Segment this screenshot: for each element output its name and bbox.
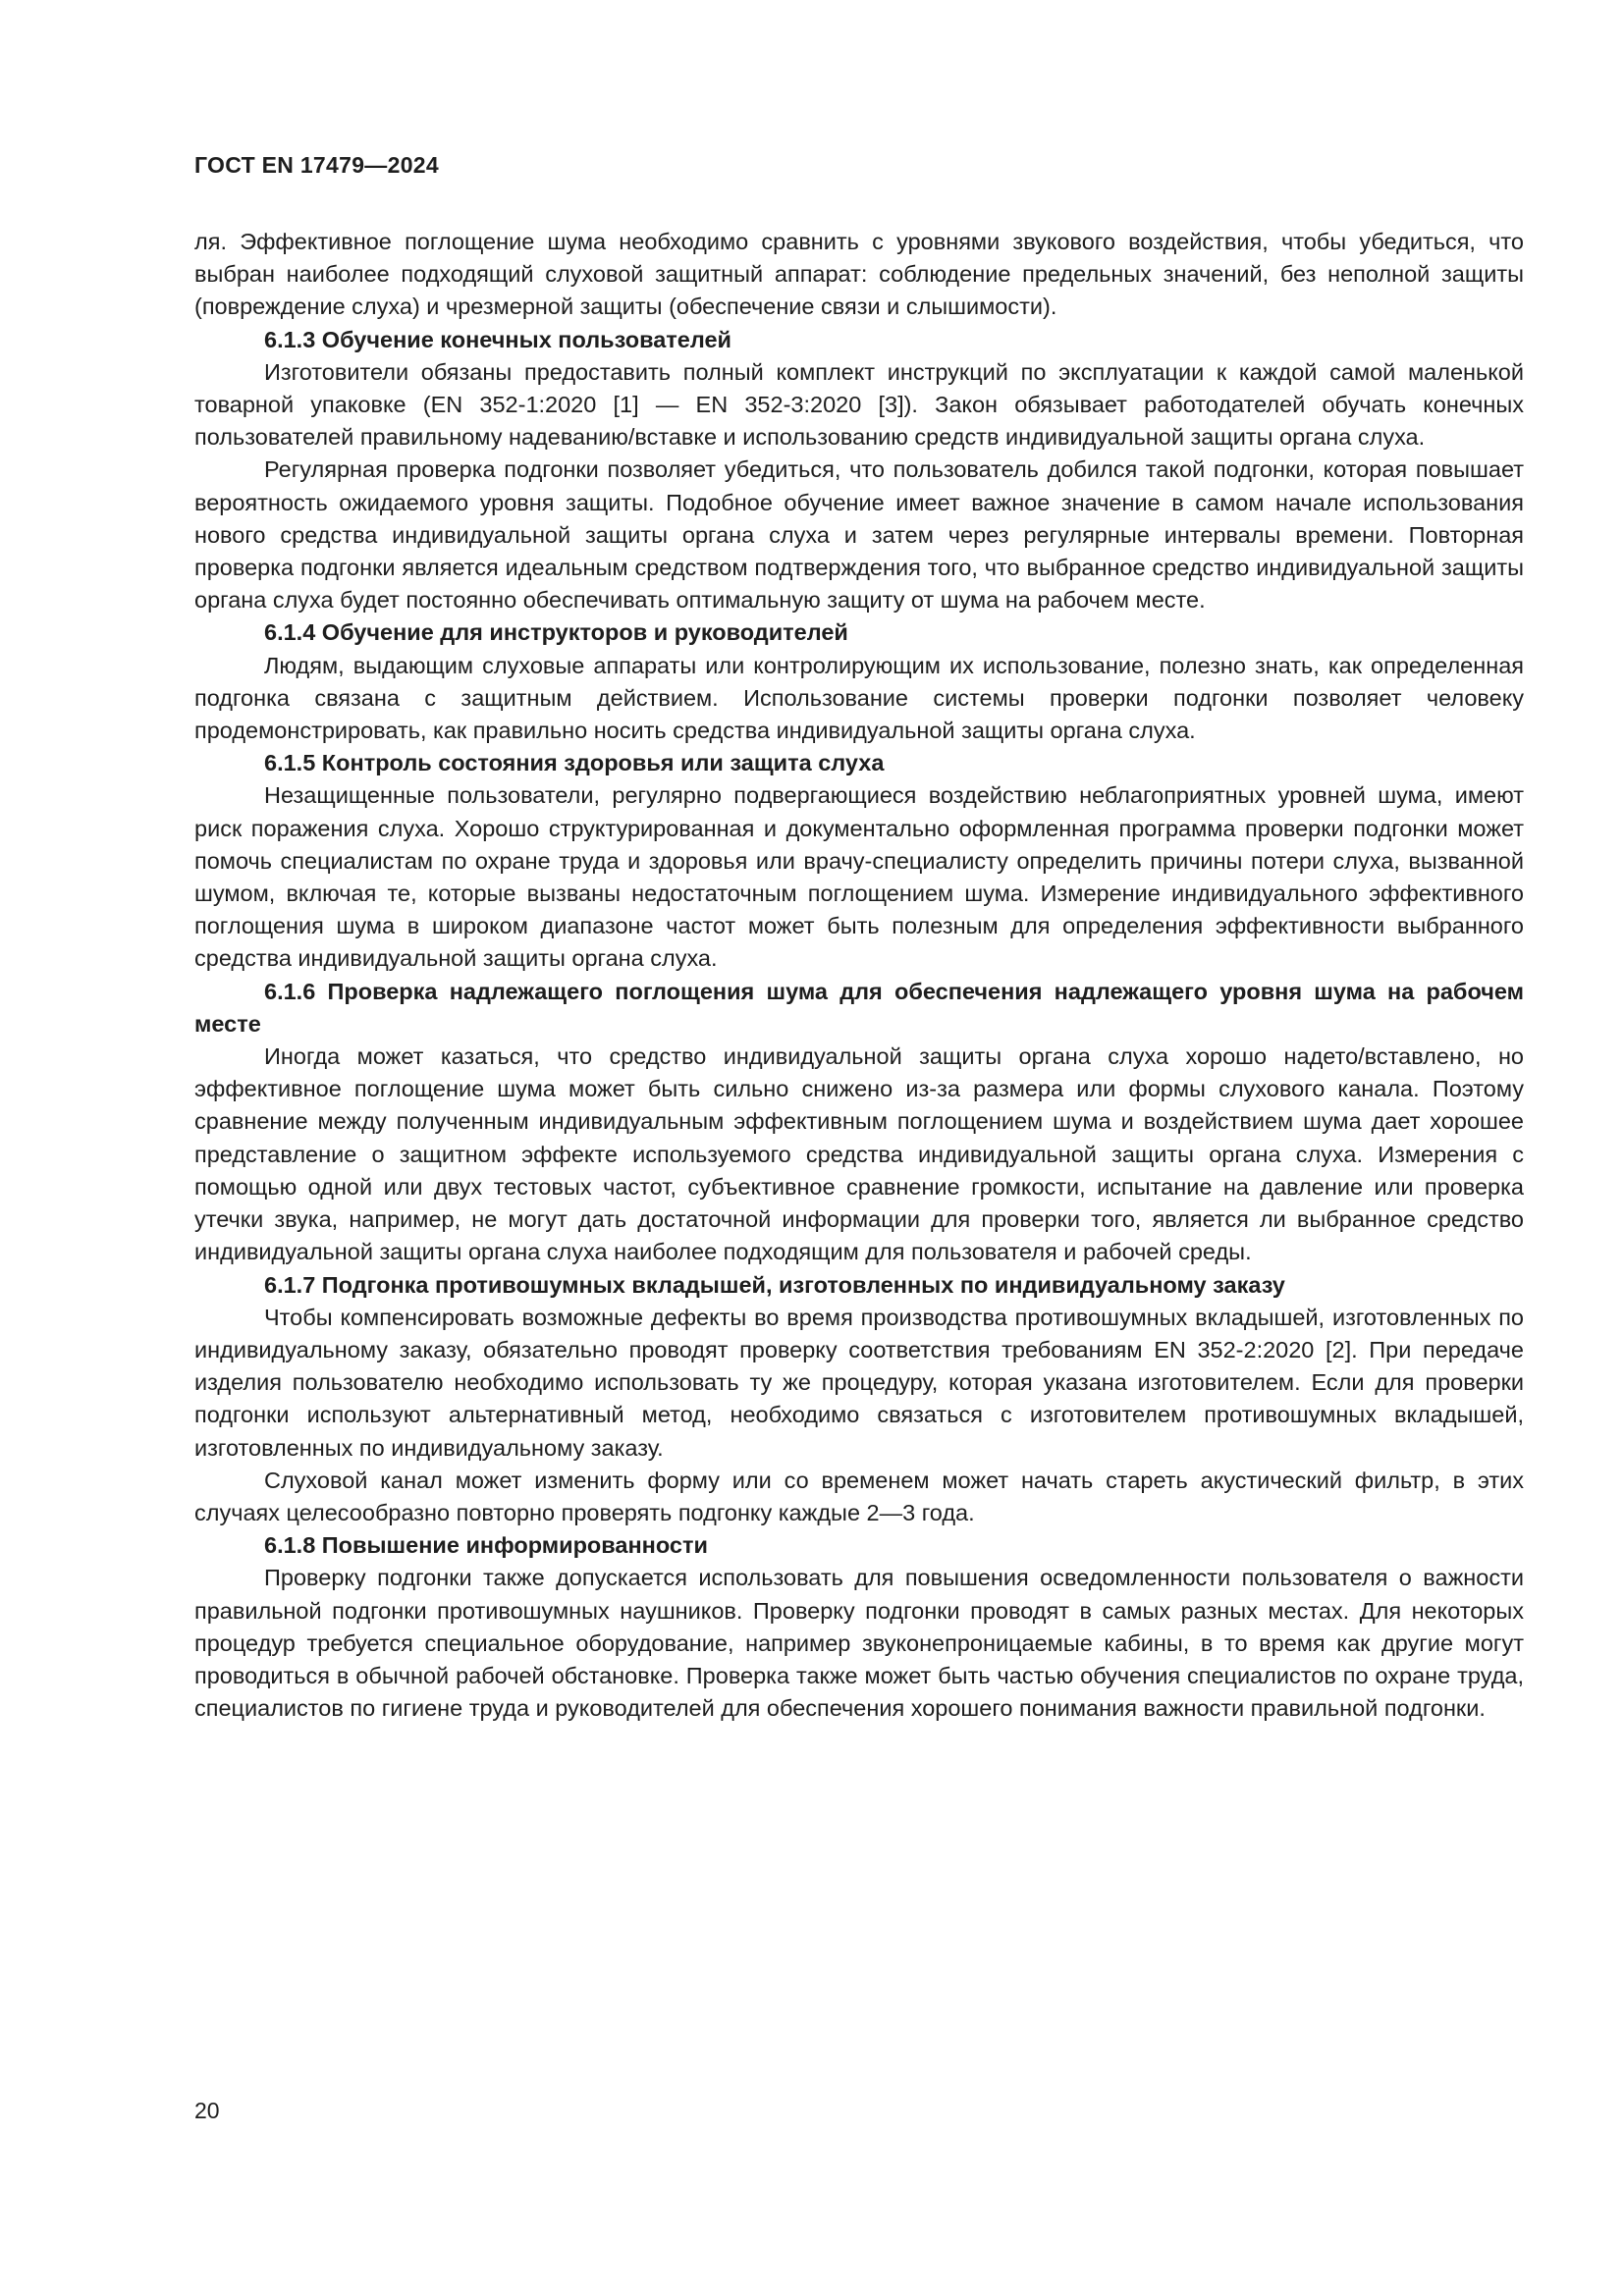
section-6-1-8-paragraph-1: Проверку подгонки также допускается использовать для повышения осведомленности пользователя о важности правильной подгонки противошумных наушников. Проверку подгонки проводят в самых разных местах. Для некоторых процедур требуется специальное оборудование, например звуконепроницаемые кабины, в то время как другие могут проводиться в обычной рабочей обстановке. Проверка также может быть частью обучения специалистов по охране труда, специалистов по гигиене труда и руководителей для обеспечения хорошего понимания важности правильной подгонки. xyxy=(194,1565,1524,1722)
section-6-1-7-paragraph-1: Чтобы компенсировать возможные дефекты во время производства противошумных вкладышей, изготовленных по индивидуальному заказу, обязательно проводят проверку соответствия требованиям EN 352-2:2020 [2]. При передаче изделия пользователю необходимо использовать ту же процедуру, которая указана изготовителем. Если для проверки подгонки используют альтернативный метод, необходимо связаться с изготовителем противошумных вкладышей, изготовленных по индивидуальному заказу. xyxy=(194,1304,1524,1461)
section-6-1-4-title: 6.1.4 Обучение для инструкторов и руководителей xyxy=(264,619,848,646)
section-6-1-7-paragraph-2: Слуховой канал может изменить форму или со временем может начать стареть акустический фильтр, в этих случаях целесообразно повторно проверять подгонку каждые 2—3 года. xyxy=(194,1467,1524,1525)
section-6-1-6-title: 6.1.6 Проверка надлежащего поглощения шума для обеспечения надлежащего уровня шума на рабочем месте xyxy=(194,978,1524,1037)
section-6-1-8-title: 6.1.8 Повышение информированности xyxy=(264,1532,708,1559)
document-header: ГОСТ EN 17479—2024 xyxy=(194,152,439,178)
page-number: 20 xyxy=(194,2098,220,2123)
section-6-1-3-paragraph-1: Изготовители обязаны предоставить полный комплект инструкций по эксплуатации к каждой самой маленькой товарной упаковке (EN 352-1:2020 [1] — EN 352-3:2020 [3]). Закон обязывает работодателей обучать конечных пользователей правильному надеванию/вставке и использованию средств индивидуальной защиты органа слуха. xyxy=(194,358,1524,451)
intro-paragraph: ля. Эффективное поглощение шума необходимо сравнить с уровнями звукового воздействия, чтобы убедиться, что выбран наиболее подходящий слуховой защитный аппарат: соблюдение предельных значений, без неполной защиты (повреждение слуха) и чрезмерной защиты (обеспечение связи и слышимости). xyxy=(194,229,1524,320)
section-6-1-5-paragraph-1: Незащищенные пользователи, регулярно подвергающиеся воздействию неблагоприятных уровней шума, имеют риск поражения слуха. Хорошо структурированная и документально оформленная программа проверки подгонки может помочь специалистам по охране труда и здоровья или врачу-специалисту определить причины потери слуха, вызванной шумом, включая те, которые вызваны недостаточным поглощением шума. Измерение индивидуального эффективного поглощения шума в широком диапазоне частот может быть полезным для определения эффективности выбранного средства индивидуальной защиты органа слуха. xyxy=(194,782,1524,972)
section-6-1-4-paragraph-1: Людям, выдающим слуховые аппараты или контролирующим их использование, полезно знать, как определенная подгонка связана с защитным действием. Использование системы проверки подгонки позволяет человеку продемонстрировать, как правильно носить средства индивидуальной защиты органа слуха. xyxy=(194,652,1524,744)
section-6-1-5-title: 6.1.5 Контроль состояния здоровья или защита слуха xyxy=(264,750,885,776)
section-6-1-6-paragraph-1: Иногда может казаться, что средство индивидуальной защиты органа слуха хорошо надето/вставлено, но эффективное поглощение шума может быть сильно снижено из-за размера или формы слухового канала. Поэтому сравнение между полученным индивидуальным эффективным поглощением шума и воздействием шума дает хорошее представление о защитном эффекте используемого средства индивидуальной защиты органа слуха. Измерения с помощью одной или двух тестовых частот, субъективное сравнение громкости, испытание на давление или проверка утечки звука, например, не могут дать достаточной информации для проверки того, является ли выбранное средство индивидуальной защиты органа слуха наиболее подходящим для пользователя и рабочей среды. xyxy=(194,1043,1524,1265)
document-body xyxy=(194,226,1524,1725)
section-6-1-3-title: 6.1.3 Обучение конечных пользователей xyxy=(264,326,732,352)
section-6-1-7-title: 6.1.7 Подгонка противошумных вкладышей, изготовленных по индивидуальному заказу xyxy=(264,1271,1285,1298)
section-6-1-3-paragraph-2: Регулярная проверка подгонки позволяет убедиться, что пользователь добился такой подгонки, которая повышает вероятность ожидаемого уровня защиты. Подобное обучение имеет важное значение в самом начале использования нового средства индивидуальной защиты органа слуха и затем через регулярные интервалы времени. Повторная проверка подгонки является идеальным средством подтверждения того, что выбранное средство индивидуальной защиты органа слуха будет постоянно обеспечивать оптимальную защиту от шума на рабочем месте. xyxy=(194,456,1524,614)
